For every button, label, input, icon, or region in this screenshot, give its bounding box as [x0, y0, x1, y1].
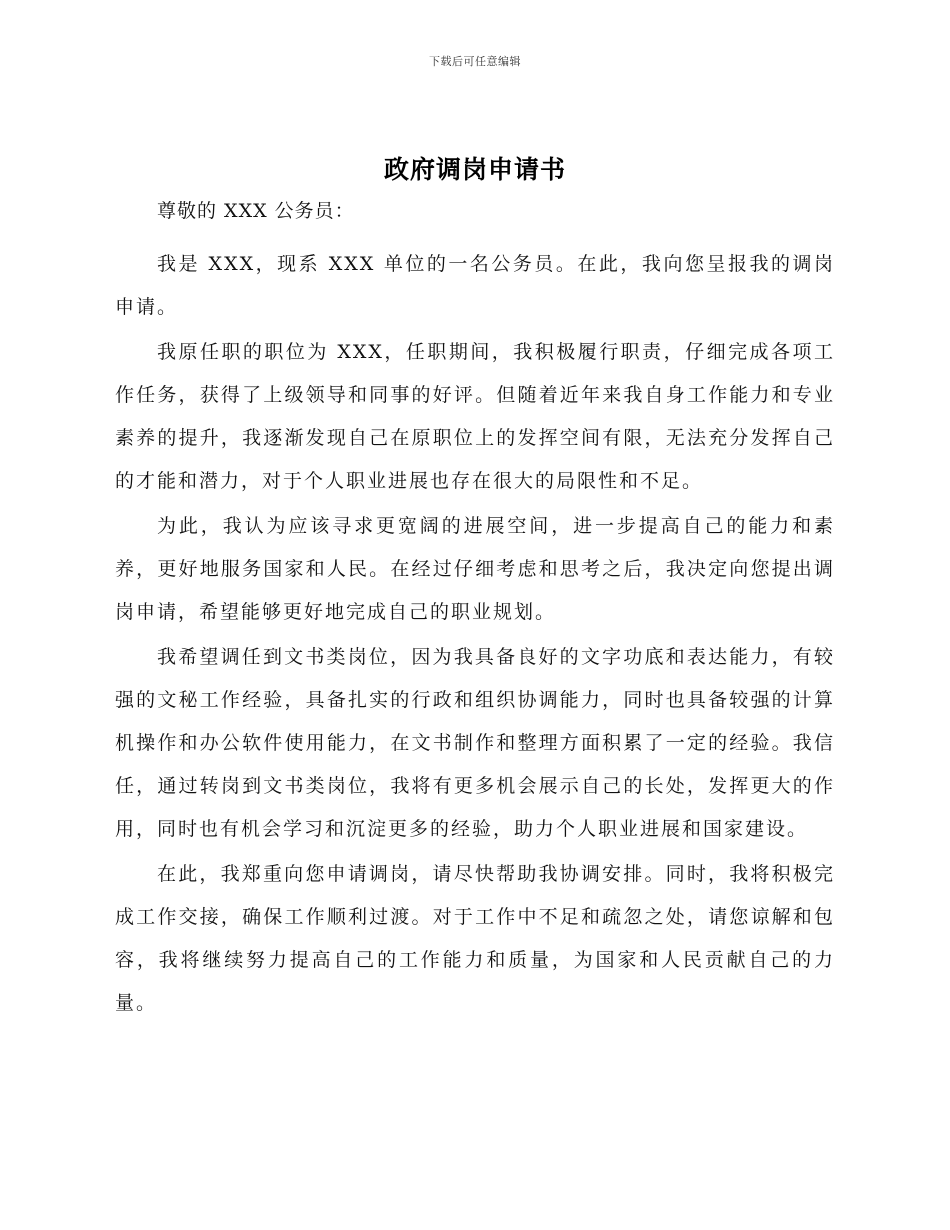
letter-body: [115, 243, 835, 1027]
paragraph: 我是 XXX，现系 XXX 单位的一名公务员。在此，我向您呈报我的调岗申请。: [115, 253, 835, 318]
paragraph: 在此，我郑重向您申请调岗，请尽快帮助我协调安排。同时，我将积极完成工作交接，确保工作顺利过渡。对于工作中不足和疏忽之处，请您谅解和包容，我将继续努力提高自己的工作能力和质量，为国家和人民贡献自己的力量。: [115, 863, 835, 1014]
salutation: 尊敬的 XXX 公务员：: [157, 200, 355, 222]
header-note: 下载后可任意编辑: [429, 55, 521, 68]
paragraph: 我原任职的职位为 XXX，任职期间，我积极履行职责，仔细完成各项工作任务，获得了上级领导和同事的好评。但随着近年来我自身工作能力和专业素养的提升，我逐渐发现自己在原职位上的发挥空间有限，无法充分发挥自己的才能和潜力，对于个人职业进展也存在很大的局限性和不足。: [115, 341, 835, 492]
paragraph: 我希望调任到文书类岗位，因为我具备良好的文字功底和表达能力，有较强的文秘工作经验，具备扎实的行政和组织协调能力，同时也具备较强的计算机操作和办公软件使用能力，在文书制作和整理方面积累了一定的经验。我信任，通过转岗到文书类岗位，我将有更多机会展示自己的长处，发挥更大的作用，同时也有机会学习和沉淀更多的经验，助力个人职业进展和国家建设。: [115, 646, 835, 840]
paragraph: 为此，我认为应该寻求更宽阔的进展空间，进一步提高自己的能力和素养，更好地服务国家和人民。在经过仔细考虑和思考之后，我决定向您提出调岗申请，希望能够更好地完成自己的职业规划。: [115, 515, 835, 623]
page-title: 政府调岗申请书: [383, 155, 566, 184]
